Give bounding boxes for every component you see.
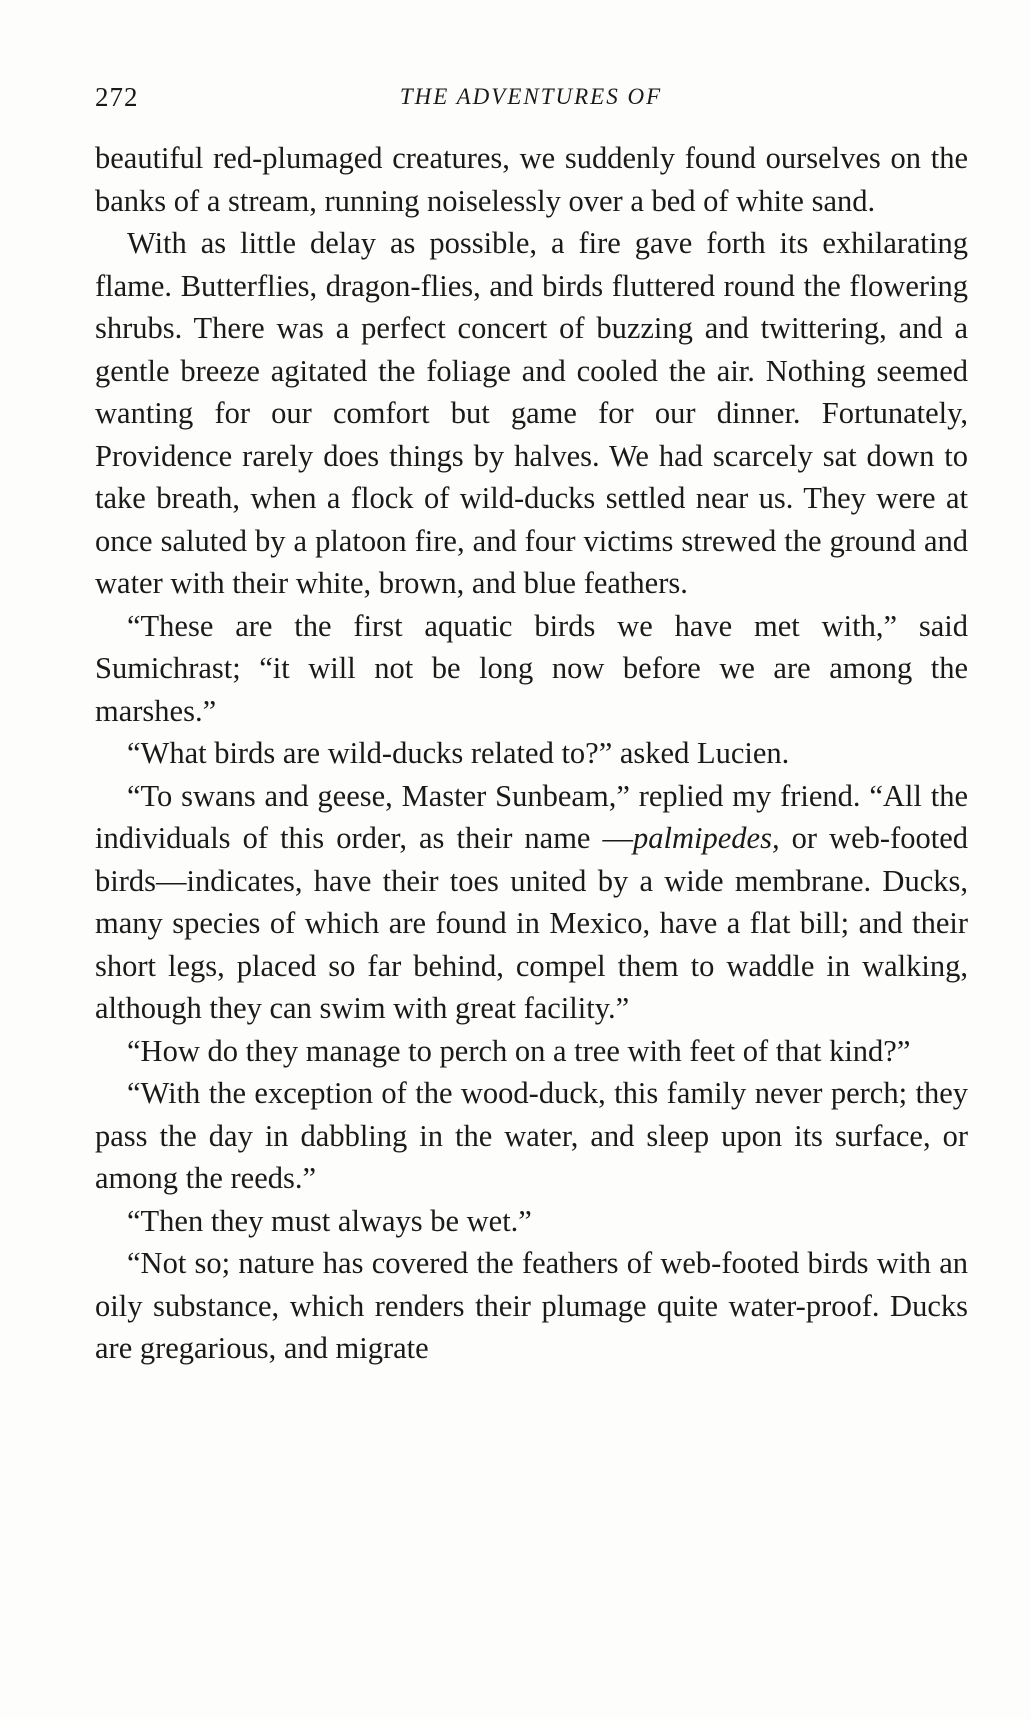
paragraph-waterproof-plumage: “Not so; nature has covered the feathers of web-footed birds with an oily substance, which renders their plumage quite water-proof. Ducks are gregarious, and migrate [95,1246,968,1365]
running-head [95,78,967,118]
running-title: THE ADVENTURES OF [399,84,663,109]
paragraph-fire-and-ducks: With as little delay as possible, a fire gave forth its exhilarating flame. Butterflies, dragon-flies, and birds fluttered round the flowering shrubs. There was a perfect concert of buzzing and twittering, and a gentle breeze agitated the foliage and cooled the air. Nothing seemed wanting for our comfort but game for our dinner. Fortunately, Providence rarely does things by halves. We had scarcely sat down to take breath, when a flock of wild-ducks settled near us. They were at once saluted by a platoon fire, and four victims strewed the ground and water with their white, brown, and blue feathers. [95,226,968,600]
palmipedes-text-before: “To swans and geese, Master Sunbeam,” replied my friend. “All the individuals of this order, as their name — [95,778,968,855]
paragraph-lucien-question: “What birds are wild-ducks related to?” asked Lucien. [127,736,790,770]
palmipedes-text-after: or web-footed birds—indicates, have their toes united by a wide membrane. Ducks, many species of which are found in Mexico, have a flat bill; and their short legs, placed so far behind, compel them to waddle in walking, although they can swim with great facility.” [95,821,968,1025]
paragraph-palmipedes [95,775,968,1030]
paragraph-perch-question: “How do they manage to perch on a tree with feet of that kind?” [127,1033,911,1068]
paragraph-always-wet: “Then they must always be wet.” [127,1203,532,1238]
page-number: 272 [95,82,139,112]
paragraph-continuation: beautiful red-plumaged creatures, we suddenly found ourselves on the banks of a stream, running noiselessly over a bed of white sand. [95,141,968,218]
paragraph-sumichrast-aquatic-birds: “These are the first aquatic birds we have met with,” said Sumichrast; “it will not be long now before we are among the marshes.” [95,608,968,728]
body-text [95,137,968,1370]
paragraph-wood-duck: “With the exception of the wood-duck, this family never perch; they pass the day in dabbling in the water, and sleep upon its surface, or among the reeds.” [95,1076,968,1195]
palmipedes-italic-term: palmipedes, [633,821,780,855]
